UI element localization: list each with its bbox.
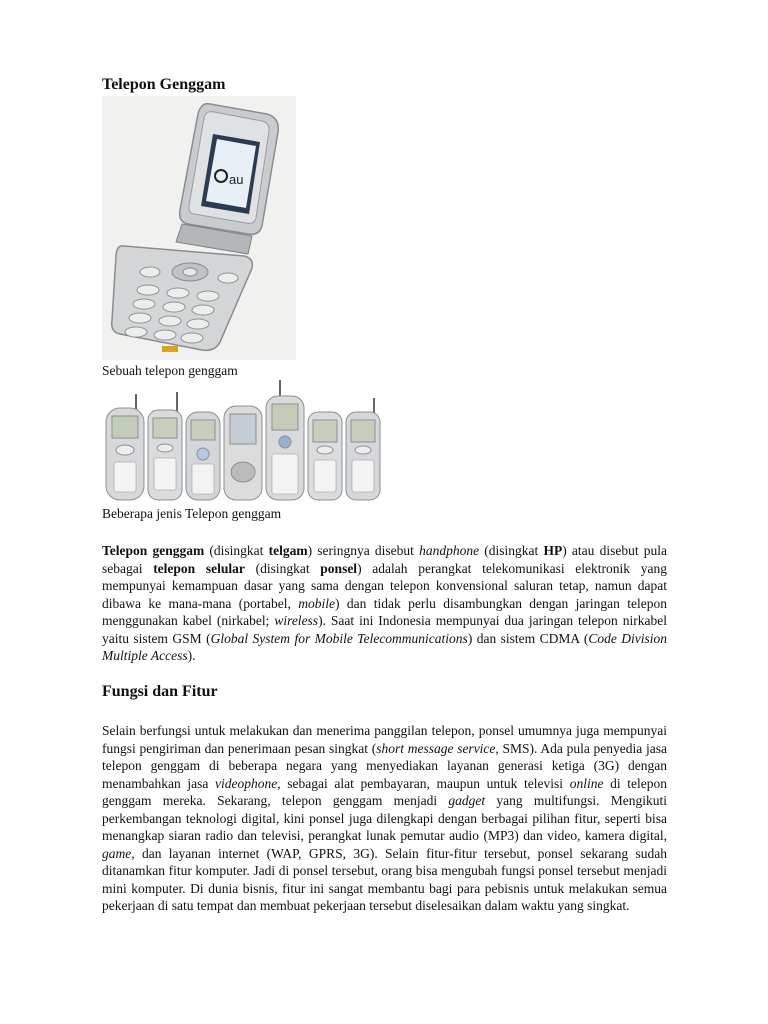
p1-run: wireless — [274, 613, 319, 628]
caption-beberapa-jenis: Beberapa jenis Telepon genggam — [102, 506, 282, 521]
p2-run: , sebagai alat pembayaran, maupun untuk televisi — [277, 775, 570, 791]
flip-phone-image — [102, 96, 296, 360]
p1-run: Global System for Mobile Telecommunications — [210, 630, 468, 646]
p1-run: ) atau disebut pula sebagai — [102, 543, 667, 576]
heading-telepon-genggam: Telepon Genggam — [102, 76, 226, 93]
caption-sebuah-telepon: Sebuah telepon genggam — [102, 363, 238, 378]
p1-run: ) seringnya disebut — [307, 543, 420, 558]
p1-run: (disingkat — [244, 560, 321, 576]
p1-run: ). — [187, 648, 196, 663]
screen-logo-text: au — [229, 172, 244, 187]
p2-run: online — [569, 775, 604, 791]
p1-run: ). Saat ini Indonesia mempunyai dua jaringan telepon nirkabel yaitu sistem GSM ( — [102, 613, 667, 646]
p1-run: ponsel — [320, 560, 358, 576]
p2-run: , dan layanan internet (WAP, GPRS, 3G). Selain fitur-fitur tersebut, ponsel sekarang sudah ditanamkan fitur komputer. Jadi di ponsel tersebut, orang bisa mengubah fungsi ponsel tersebut menjadi mini komputer. Di dunia bisnis, fitur ini sangat membantu bagi para pebisnis untuk melakukan semua pekerjaan di satu tempat dan membuat pekerjaan tersebut diselesaikan dalam waktu yang singkat. — [102, 845, 667, 913]
p1-run: telepon selular — [153, 560, 245, 576]
p2-run: videophone — [215, 775, 278, 791]
p1-run: Code Division Multiple Access — [102, 630, 667, 663]
p1-run: HP — [543, 543, 563, 558]
heading-fungsi-dan-fitur: Fungsi dan Fitur — [102, 683, 218, 700]
p1-run: telgam — [268, 543, 308, 558]
p1-run: (disingkat — [204, 543, 269, 558]
p2-run: yang multifungsi. Mengikuti perkembangan teknologi digital, kini ponsel juga dilengkapi dengan berbagai pilihan fitur, seperti bisa menangkap siaran radio dan televisi, perangkat lunak pemutar audio (MP3) dan video, kamera digital, — [102, 793, 667, 843]
p1-run: Telepon genggam — [102, 543, 205, 558]
p1-run: handphone — [419, 543, 480, 558]
p2-run: , SMS). Ada pula penyedia jasa telepon genggam di beberapa negara yang menyediakan layanan generasi ketiga (3G) dengan menambahkan jasa — [102, 740, 667, 791]
p1-run: ) adalah perangkat telekomunikasi elektronik yang mempunyai kemampuan dasar yang sama dengan telepon konvensional saluran tetap, namun dapat dibawa ke mana-mana (portabel, — [102, 560, 667, 611]
paragraph-definisi — [102, 542, 667, 665]
p2-run: short message service — [376, 740, 496, 756]
p1-run: mobile — [298, 595, 336, 611]
paragraph-fungsi — [102, 722, 667, 915]
p2-run: game — [102, 845, 132, 861]
p2-run: gadget — [448, 793, 486, 808]
p2-run: Selain berfungsi untuk melakukan dan menerima panggilan telepon, ponsel umumnya juga mempunyai fungsi pengiriman dan penerimaan pesan singkat ( — [102, 723, 667, 756]
p1-run: (disingkat — [479, 543, 544, 558]
phones-lineup-image — [102, 380, 384, 502]
p1-run: ) dan sistem CDMA ( — [467, 630, 589, 646]
p1-run: ) dan tidak perlu disambungkan dengan jaringan telepon menggunakan kabel (nirkabel; — [102, 595, 667, 628]
p2-run: di telepon genggam mereka. Sekarang, telepon genggam menjadi — [102, 775, 667, 808]
